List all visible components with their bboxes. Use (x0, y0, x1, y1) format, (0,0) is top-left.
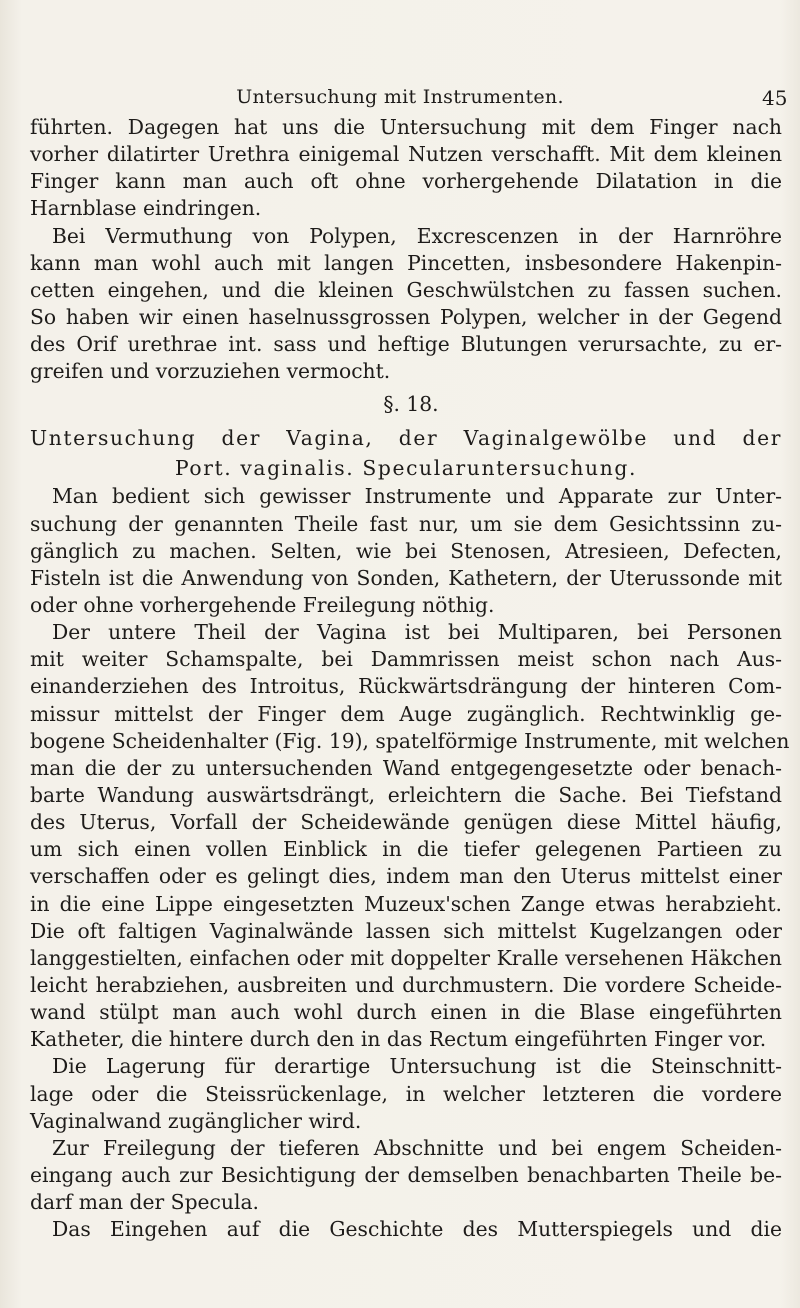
text-line: mit weiter Schamspalte, bei Dammrissen meist schon nach Aus- (30, 647, 782, 672)
page-header (0, 86, 800, 112)
text-line: Man bedient sich gewisser Instrumente und Apparate zur Unter- (52, 484, 782, 509)
text-line: kann man wohl auch mit langen Pincetten, insbesondere Hakenpin- (30, 250, 782, 275)
page-number: 45 (762, 86, 788, 110)
text-line: des Orif urethrae int. sass und heftige Blutungen verursachte, zu er- (30, 332, 782, 357)
text-line: greifen und vorzuziehen vermocht. (30, 359, 391, 384)
text-line: missur mittelst der Finger dem Auge zugänglich. Rechtwinklig ge- (30, 701, 782, 726)
text-line: Fisteln ist die Anwendung von Sonden, Kathetern, der Uterussonde mit (30, 565, 782, 590)
running-head: Untersuchung mit Instrumenten. (236, 86, 564, 108)
text-line: man die der zu untersuchenden Wand entgegengesetzte oder benach- (30, 755, 782, 780)
text-line: vorher dilatirter Urethra einigemal Nutzen verschafft. Mit dem kleinen (30, 142, 782, 167)
text-line: Vaginalwand zugänglicher wird. (30, 1108, 362, 1133)
text-line: einanderziehen des Introitus, Rückwärtsdrängung der hinteren Com- (30, 674, 782, 699)
text-line: cetten eingehen, und die kleinen Geschwülstchen zu fassen suchen. (30, 277, 782, 302)
text-line: gänglich zu machen. Selten, wie bei Stenosen, Atresieen, Defecten, (30, 538, 782, 563)
text-line: suchung der genannten Theile fast nur, um sie dem Gesichtssinn zu- (30, 511, 782, 536)
text-line: oder ohne vorhergehende Freilegung nöthig. (30, 592, 495, 617)
text-line: wand stülpt man auch wohl durch einen in die Blase eingeführten (30, 1000, 782, 1025)
section-heading: Untersuchung der Vagina, der Vaginalgewölbe und der (30, 426, 782, 451)
text-line: lage oder die Steissrückenlage, in welcher letzteren die vordere (30, 1081, 782, 1106)
text-line: leicht herabziehen, ausbreiten und durchmustern. Die vordere Scheide- (30, 972, 782, 997)
text-line: So haben wir einen haselnussgrossen Polypen, welcher in der Gegend (30, 304, 782, 329)
text-line: darf man der Specula. (30, 1190, 260, 1215)
text-line: des Uterus, Vorfall der Scheidewände genügen diese Mittel häufig, (30, 810, 782, 835)
text-line: langgestielten, einfachen oder mit doppelter Kralle versehenen Häkchen (30, 945, 782, 970)
text-line: Die Lagerung für derartige Untersuchung ist die Steinschnitt- (52, 1054, 782, 1079)
text-line: um sich einen vollen Einblick in die tiefer gelegenen Partieen zu (30, 837, 782, 862)
text-line: führten. Dagegen hat uns die Untersuchung mit dem Finger nach (30, 115, 782, 139)
text-line: Zur Freilegung der tieferen Abschnitte und bei engem Scheiden- (52, 1135, 782, 1160)
text-line: Finger kann man auch oft ohne vorhergehende Dilatation in die (30, 169, 782, 194)
text-line: Katheter, die hintere durch den in das Rectum eingeführten Finger vor. (30, 1027, 767, 1052)
section-mark: §. 18. (383, 392, 439, 417)
text-line: Der untere Theil der Vagina ist bei Multiparen, bei Personen (52, 620, 782, 645)
text-line: Bei Vermuthung von Polypen, Excrescenzen in der Harnröhre (52, 223, 782, 248)
text-line: in die eine Lippe eingesetzten Muzeux'schen Zange etwas herabzieht. (30, 891, 782, 916)
text-line: eingang auch zur Besichtigung der demselben benachbarten Theile be- (30, 1162, 782, 1187)
text-line: verschaffen oder es gelingt dies, indem man den Uterus mittelst einer (30, 864, 782, 889)
text-line: Die oft faltigen Vaginalwände lassen sich mittelst Kugelzangen oder (30, 918, 782, 943)
section-heading: Port. vaginalis. Specularuntersuchung. (174, 456, 637, 481)
text-line: Harnblase eindringen. (30, 196, 262, 221)
body-text (30, 114, 790, 1243)
text-line: Das Eingehen auf die Geschichte des Mutterspiegels und die (52, 1217, 782, 1242)
text-line: bogene Scheidenhalter (Fig. 19), spatelförmige Instrumente, mit welchen (30, 728, 790, 753)
text-line: barte Wandung auswärtsdrängt, erleichtern die Sache. Bei Tiefstand (30, 782, 782, 807)
